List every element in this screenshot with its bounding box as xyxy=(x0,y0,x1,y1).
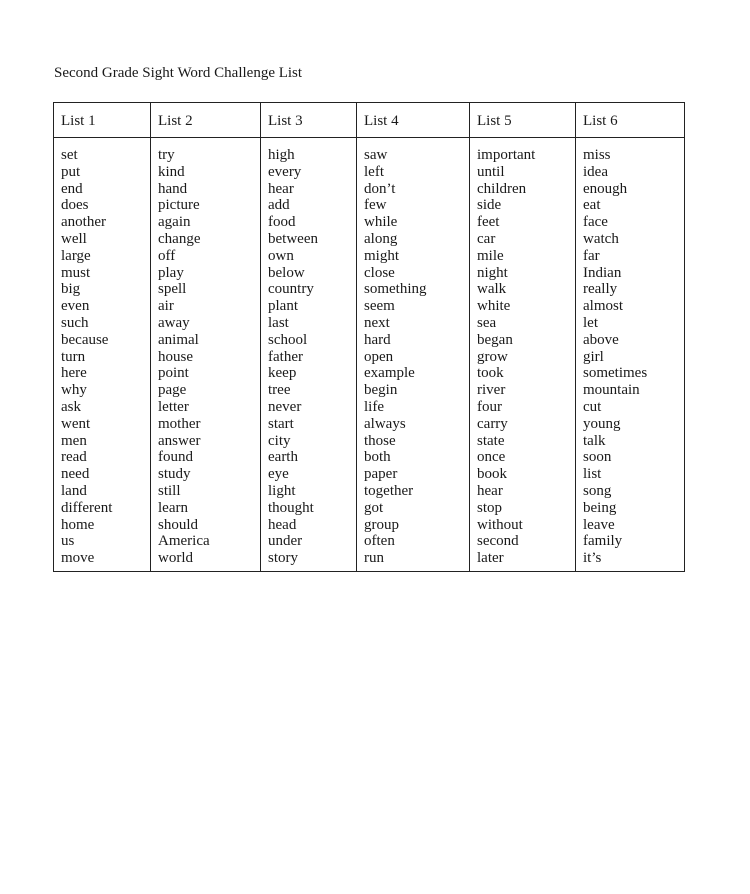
word-item: children xyxy=(477,180,527,197)
word-item: life xyxy=(364,398,384,415)
word-item: got xyxy=(364,499,384,516)
word-item: letter xyxy=(158,398,189,415)
word-item: mile xyxy=(477,247,504,264)
word-item: saw xyxy=(364,147,388,163)
word-item: young xyxy=(583,415,621,432)
word-item: idea xyxy=(583,163,608,180)
list-3-words xyxy=(268,147,356,567)
word-item: Indian xyxy=(583,264,622,281)
word-item: another xyxy=(61,214,106,231)
word-item: ask xyxy=(61,398,81,415)
word-item: feet xyxy=(477,214,500,231)
word-item: without xyxy=(477,516,523,533)
word-item: something xyxy=(364,281,427,298)
word-item: open xyxy=(364,348,394,365)
word-item: far xyxy=(583,247,600,264)
word-item: never xyxy=(268,398,302,415)
word-item: river xyxy=(477,382,506,399)
word-item: kind xyxy=(158,163,185,180)
word-item: men xyxy=(61,432,87,449)
word-item: why xyxy=(61,382,87,399)
word-item: few xyxy=(364,197,387,214)
word-item: sometimes xyxy=(583,365,648,382)
list-6-words xyxy=(583,147,684,567)
word-item: head xyxy=(268,516,297,533)
word-item: land xyxy=(61,482,87,499)
word-item: talk xyxy=(583,432,606,449)
word-item: tree xyxy=(268,382,291,399)
word-item: found xyxy=(158,449,193,466)
word-item: animal xyxy=(158,331,199,348)
list-3-header: List 3 xyxy=(261,103,357,138)
word-item: country xyxy=(268,281,314,298)
word-item: hear xyxy=(477,482,503,499)
word-item: school xyxy=(268,331,308,348)
word-item: stop xyxy=(477,499,503,516)
word-item: even xyxy=(61,298,90,315)
word-item: eye xyxy=(268,466,289,483)
word-item: does xyxy=(61,197,89,214)
list-3-cell xyxy=(261,138,357,572)
word-item: later xyxy=(477,550,504,567)
word-item: study xyxy=(158,466,191,483)
list-5-words xyxy=(477,147,575,567)
list-2-header: List 2 xyxy=(151,103,261,138)
list-2-words xyxy=(158,147,260,567)
word-item: carry xyxy=(477,415,508,432)
word-item: below xyxy=(268,264,305,281)
word-item: went xyxy=(61,415,91,432)
word-item: food xyxy=(268,214,296,231)
word-item: big xyxy=(61,281,81,298)
word-item: add xyxy=(268,197,290,214)
word-item: off xyxy=(158,247,176,264)
word-item: those xyxy=(364,432,396,449)
list-2-cell xyxy=(151,138,261,572)
list-1-header: List 1 xyxy=(54,103,151,138)
word-item: side xyxy=(477,197,502,214)
word-item: leave xyxy=(583,516,615,533)
word-item: change xyxy=(158,230,201,247)
word-item: book xyxy=(477,466,507,483)
word-item: state xyxy=(477,432,505,449)
word-item: such xyxy=(61,314,89,331)
word-item: here xyxy=(61,365,87,382)
list-5-header: List 5 xyxy=(470,103,576,138)
word-item: last xyxy=(268,314,289,331)
word-item: white xyxy=(477,298,511,315)
list-1-words xyxy=(61,147,150,567)
page-title: Second Grade Sight Word Challenge List xyxy=(54,65,303,81)
word-item: might xyxy=(364,247,400,264)
word-item: eat xyxy=(583,197,601,214)
word-item: page xyxy=(158,382,187,399)
word-item: along xyxy=(364,230,398,247)
list-6-header: List 6 xyxy=(576,103,685,138)
word-item: away xyxy=(158,314,190,331)
word-item: paper xyxy=(364,466,398,483)
word-item: often xyxy=(364,533,395,550)
word-item: start xyxy=(268,415,294,432)
word-item: large xyxy=(61,247,91,264)
word-item: story xyxy=(268,550,298,567)
word-item: picture xyxy=(158,197,200,214)
word-item: until xyxy=(477,163,505,180)
word-item: girl xyxy=(583,348,604,365)
word-item: really xyxy=(583,281,618,298)
word-item: keep xyxy=(268,365,297,382)
word-item: under xyxy=(268,533,303,550)
word-item: above xyxy=(583,331,619,348)
words-row xyxy=(54,138,685,572)
header-row xyxy=(54,103,685,138)
list-1-cell xyxy=(54,138,151,572)
word-item: learn xyxy=(158,499,188,516)
word-item: need xyxy=(61,466,90,483)
word-item: thought xyxy=(268,499,314,516)
word-item: home xyxy=(61,516,95,533)
list-4-words xyxy=(364,147,469,567)
word-item: earth xyxy=(268,449,298,466)
word-item: well xyxy=(61,230,87,247)
word-item: mountain xyxy=(583,382,640,399)
word-item: father xyxy=(268,348,303,365)
word-item: it’s xyxy=(583,550,602,567)
word-item: cut xyxy=(583,398,602,415)
word-item: spell xyxy=(158,281,187,298)
word-item: every xyxy=(268,163,302,180)
word-item: next xyxy=(364,314,390,331)
word-item: soon xyxy=(583,449,612,466)
word-item: still xyxy=(158,482,181,499)
list-4-header: List 4 xyxy=(357,103,470,138)
word-item: almost xyxy=(583,298,623,315)
word-item: seem xyxy=(364,298,395,315)
word-item: important xyxy=(477,147,536,163)
word-item: turn xyxy=(61,348,86,365)
sight-word-table xyxy=(53,102,685,572)
word-item: sea xyxy=(477,314,497,331)
word-item: began xyxy=(477,331,513,348)
word-item: because xyxy=(61,331,109,348)
word-item: run xyxy=(364,550,384,567)
list-5-cell xyxy=(470,138,576,572)
word-item: play xyxy=(158,264,184,281)
word-item: set xyxy=(61,147,78,163)
word-item: us xyxy=(61,533,75,550)
word-item: always xyxy=(364,415,406,432)
word-item: took xyxy=(477,365,504,382)
word-item: grow xyxy=(477,348,508,365)
word-item: both xyxy=(364,449,391,466)
word-item: left xyxy=(364,163,384,180)
word-item: light xyxy=(268,482,296,499)
word-item: miss xyxy=(583,147,611,163)
word-item: answer xyxy=(158,432,201,449)
word-item: world xyxy=(158,550,193,567)
word-item: must xyxy=(61,264,91,281)
word-item: America xyxy=(158,533,210,550)
word-item: plant xyxy=(268,298,298,315)
word-item: hand xyxy=(158,180,188,197)
word-item: mother xyxy=(158,415,201,432)
word-item: house xyxy=(158,348,193,365)
word-item: second xyxy=(477,533,519,550)
word-item: between xyxy=(268,230,318,247)
word-item: song xyxy=(583,482,612,499)
word-item: read xyxy=(61,449,87,466)
word-item: should xyxy=(158,516,199,533)
word-item: high xyxy=(268,147,295,163)
word-item: watch xyxy=(583,230,619,247)
word-item: end xyxy=(61,180,83,197)
word-item: four xyxy=(477,398,502,415)
word-item: group xyxy=(364,516,399,533)
word-item: walk xyxy=(477,281,507,298)
word-item: list xyxy=(583,466,602,483)
word-item: put xyxy=(61,163,81,180)
word-item: night xyxy=(477,264,508,281)
word-item: point xyxy=(158,365,189,382)
word-item: hard xyxy=(364,331,391,348)
word-item: again xyxy=(158,214,191,231)
word-item: hear xyxy=(268,180,294,197)
word-item: try xyxy=(158,147,175,163)
word-item: while xyxy=(364,214,398,231)
word-item: different xyxy=(61,499,113,516)
word-item: don’t xyxy=(364,180,396,197)
word-item: being xyxy=(583,499,617,516)
word-item: begin xyxy=(364,382,398,399)
word-item: city xyxy=(268,432,291,449)
word-item: close xyxy=(364,264,395,281)
list-6-cell xyxy=(576,138,685,572)
word-item: own xyxy=(268,247,294,264)
word-item: let xyxy=(583,314,598,331)
word-item: together xyxy=(364,482,414,499)
word-item: face xyxy=(583,214,608,231)
word-item: once xyxy=(477,449,506,466)
word-item: car xyxy=(477,230,496,247)
list-4-cell xyxy=(357,138,470,572)
word-item: example xyxy=(364,365,415,382)
word-item: air xyxy=(158,298,174,315)
word-item: move xyxy=(61,550,95,567)
word-item: enough xyxy=(583,180,628,197)
word-item: family xyxy=(583,533,623,550)
